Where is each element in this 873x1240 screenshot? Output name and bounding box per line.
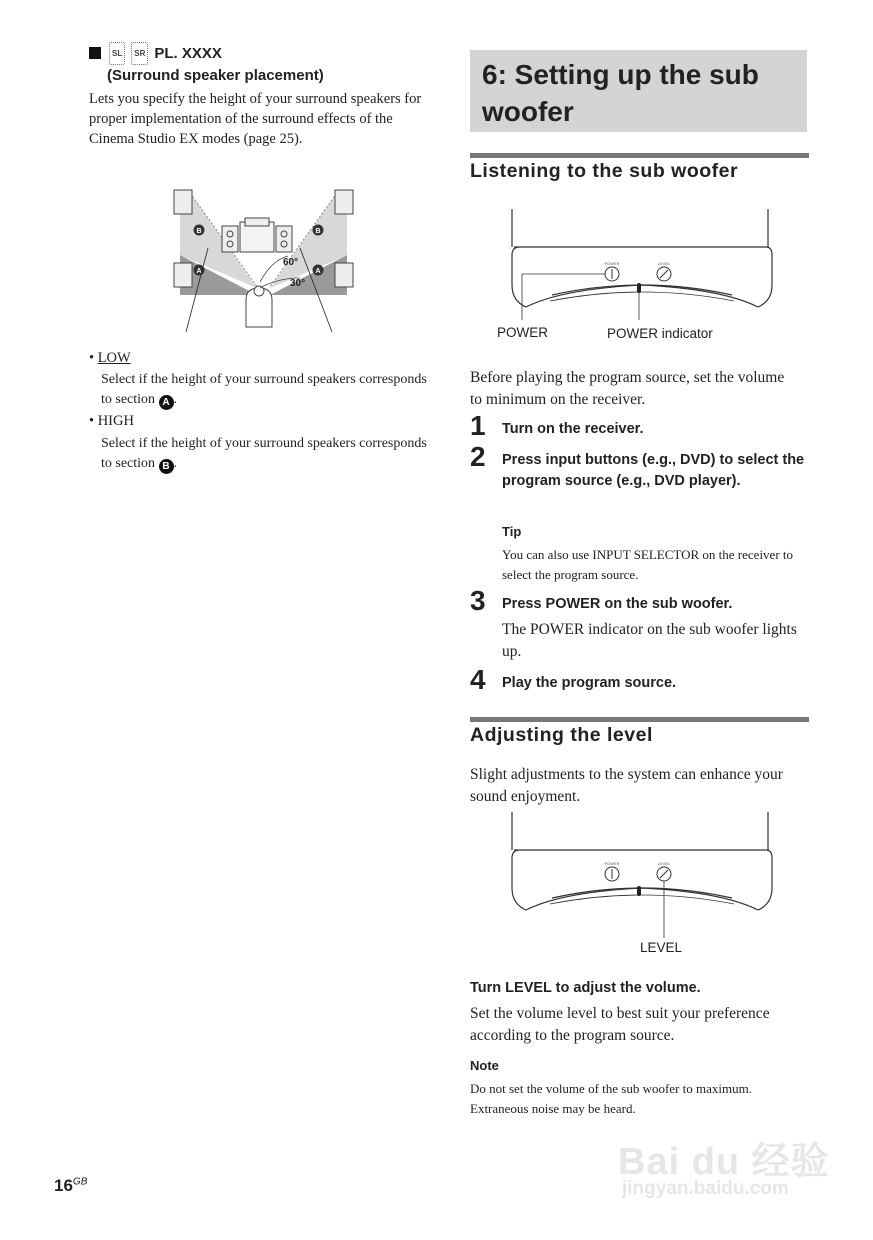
tip-label: Tip (502, 524, 522, 539)
front-right-speaker (276, 226, 292, 252)
setting-subtitle: (Surround speaker placement) (107, 67, 324, 84)
angle-60-label: 60° (283, 257, 299, 268)
listening-intro: Before playing the program source, set the volume to minimum on the receiver. (470, 369, 785, 408)
panel-power-text: POWER (604, 261, 620, 266)
subwoofer-body (512, 247, 772, 307)
option-low-desc: Select if the height of your surround speakers corresponds to section A . (101, 372, 427, 408)
step-3-number: 3 (470, 585, 486, 616)
setting-intro: Lets you specify the height of your surround speakers for proper implementation of the surround effects of the Cinema Studio EX modes (page 25). (89, 91, 422, 147)
setting-heading (89, 42, 449, 86)
option-high: • HIGH (89, 413, 134, 429)
power-indicator-icon (637, 283, 641, 293)
panel-level-text-2: LEVEL (657, 861, 671, 866)
angle-30-label: 30° (290, 278, 306, 289)
subwoofer-figure-level (492, 808, 792, 958)
zone-a-badge-left: A (196, 268, 202, 275)
section-title: 6: Setting up the sub woofer (470, 50, 807, 132)
sr-chip: SR (131, 42, 148, 65)
speaker-right-high (335, 190, 353, 214)
panel-level-text: LEVEL (657, 261, 671, 266)
step-3-text: Press POWER on the sub woofer. (502, 596, 733, 612)
speaker-placement-diagram (160, 160, 370, 340)
front-left-speaker (222, 226, 238, 252)
adjusting-intro: Slight adjustments to the system can enhance your sound enjoyment. (470, 766, 783, 805)
section-rule (470, 153, 809, 158)
step-1-text: Turn on the receiver. (502, 421, 644, 437)
adjust-rule (470, 717, 809, 722)
square-bullet-icon (89, 47, 101, 59)
option-low: • LOW (89, 350, 131, 366)
watermark-url: jingyan.baidu.com (622, 1178, 789, 1199)
note-text: Do not set the volume of the sub woofer to maximum. Extraneous noise may be heard. (470, 1081, 752, 1116)
sl-chip: SL (109, 42, 125, 65)
speaker-left-low (174, 263, 192, 287)
zone-a-badge-right: A (315, 268, 321, 275)
speaker-right-low (335, 263, 353, 287)
step-2-number: 2 (470, 441, 486, 472)
step-3-result: The POWER indicator on the sub woofer lights up. (502, 621, 797, 660)
page-number: $16^{GB}$ (54, 1176, 88, 1195)
step-2-text: Press input buttons (e.g., DVD) to select the program source (e.g., DVD player). (502, 452, 805, 489)
adjusting-heading: Adjusting the level (470, 724, 653, 746)
fig-level-label: LEVEL (640, 940, 683, 955)
zone-b-badge-right: B (315, 228, 321, 235)
subwoofer-body-2 (512, 850, 772, 910)
step-4-number: 4 (470, 664, 486, 695)
watermark-logo: Bai du 经验 (618, 1141, 830, 1183)
level-instruction-desc: Set the volume level to best suit your preference according to the program source. (470, 1005, 770, 1044)
step-1-number: 1 (470, 410, 486, 441)
fig-power-label: POWER (497, 325, 549, 340)
tip-text: You can also use INPUT SELECTOR on the receiver to select the program source. (502, 547, 794, 582)
level-instruction: Turn LEVEL to adjust the volume. (470, 980, 701, 996)
panel-power-text-2: POWER (604, 861, 620, 866)
speaker-left-high (174, 190, 192, 214)
fig-power-indicator-label: POWER indicator (607, 326, 713, 341)
option-high-desc: Select if the height of your surround speakers corresponds to section B . (101, 436, 427, 472)
step-4-text: Play the program source. (502, 675, 677, 691)
section-a-badge: A (159, 395, 174, 410)
center-speaker (245, 218, 269, 226)
viewer-head (254, 286, 264, 296)
zone-b-badge-left: B (196, 228, 202, 235)
setting-title: PL. XXXX (154, 45, 222, 62)
section-b-badge: B (159, 459, 174, 474)
listening-heading: Listening to the sub woofer (470, 160, 739, 182)
note-label: Note (470, 1058, 499, 1073)
option-low-label: LOW (97, 350, 131, 366)
option-high-label: HIGH (97, 413, 134, 429)
